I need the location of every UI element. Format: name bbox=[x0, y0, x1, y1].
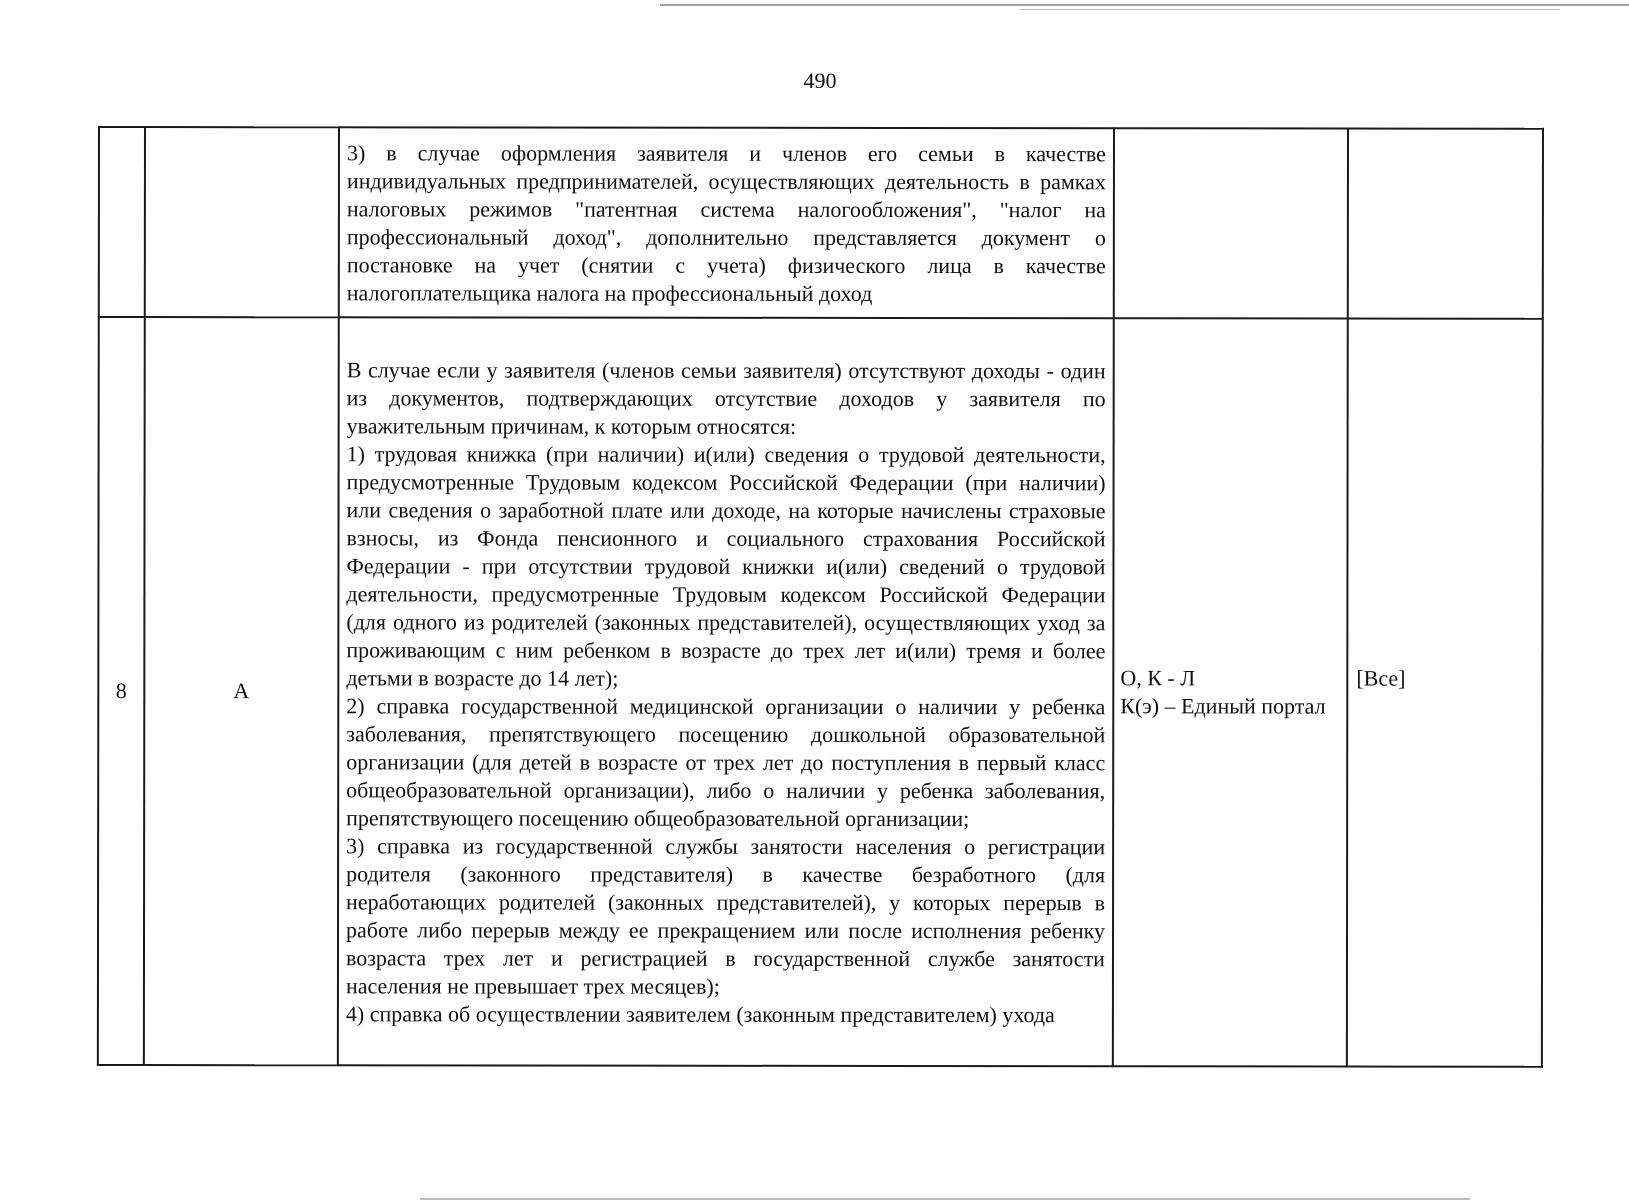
submission-method-line: О, К - Л bbox=[1120, 665, 1196, 691]
row-category-cell bbox=[145, 127, 339, 317]
description-paragraph: 2) справка государственной медицинской организации о наличии у ребенка заболевания, препятствующего посещению дошкольной образовательной организации (для детей в возрасте от трех лет до поступления в первый класс общеобразовательной организации), либо о наличии у ребенка заболевания, препятствующего посещению общеобразовательной организации; bbox=[346, 693, 1106, 832]
scope-cell bbox=[1348, 129, 1543, 319]
submission-method-cell bbox=[1114, 128, 1348, 318]
description-paragraph: 3) в случае оформления заявителя и членов его семьи в качестве индивидуальных предпринимателей, осуществляющих деятельность в рамках налоговых режимов "патентная система налогообложения", "налог на профессиональный доход", дополнительно представляется документ о постановке на учет (снятии с учета) физического лица в качестве налогоплательщика налога на профессиональный доход bbox=[346, 140, 1106, 306]
table-row bbox=[99, 127, 1543, 319]
submission-method-cell bbox=[1113, 318, 1348, 1066]
scan-edge-line bbox=[660, 4, 1629, 6]
scan-edge-line bbox=[1020, 9, 1560, 10]
submission-method-line: К(э) – Единый портал bbox=[1120, 693, 1326, 719]
document-description-cell bbox=[338, 317, 1114, 1066]
scope-cell bbox=[1347, 319, 1543, 1067]
description-paragraph: 3) справка из государственной службы занятости населения о регистрации родителя (законного представителя) в качестве безработного (для неработающих родителей (законных представителей), у которых перерыв в работе либо перерыв между ее прекращением или после исполнения ребенку возраста трех лет и регистрацией в государственной службе занятости населения не превышает трех месяцев); bbox=[345, 833, 1106, 999]
row-category-cell: А bbox=[144, 317, 339, 1065]
document-description-cell bbox=[339, 127, 1114, 318]
row-number-cell: 8 bbox=[98, 317, 145, 1065]
page-number: 490 bbox=[803, 68, 837, 93]
row-number-cell bbox=[99, 127, 145, 317]
document-table bbox=[97, 126, 1544, 1068]
description-paragraph: 1) трудовая книжка (при наличии) и(или) сведения о трудовой деятельности, предусмотренные Трудовым кодексом Российской Федерации (при наличии) или сведения о заработной плате или доходе, на которые начислены страховые взносы, из Фонда пенсионного и социального страхования Российской Федерации - при отсутствии трудовой книжки и(или) сведений о трудовой деятельности, предусмотренные Трудовым кодексом Российской Федерации (для одного из родителей (законных представителей), осуществляющих уход за проживающим с ним ребенком в возрасте до трех лет и(или) тремя и более детьми в возрасте до 14 лет); bbox=[346, 441, 1106, 691]
scope-value: [Все] bbox=[1356, 665, 1406, 691]
table-row bbox=[98, 317, 1543, 1067]
description-paragraph: 4) справка об осуществлении заявителем (законным представителем) ухода bbox=[345, 1001, 1055, 1028]
description-paragraph: В случае если у заявителя (членов семьи заявителя) отсутствуют доходы - один из документов, подтверждающих отсутствие доходов у заявителя по уважительным причинам, к которым относятся: bbox=[346, 357, 1106, 439]
